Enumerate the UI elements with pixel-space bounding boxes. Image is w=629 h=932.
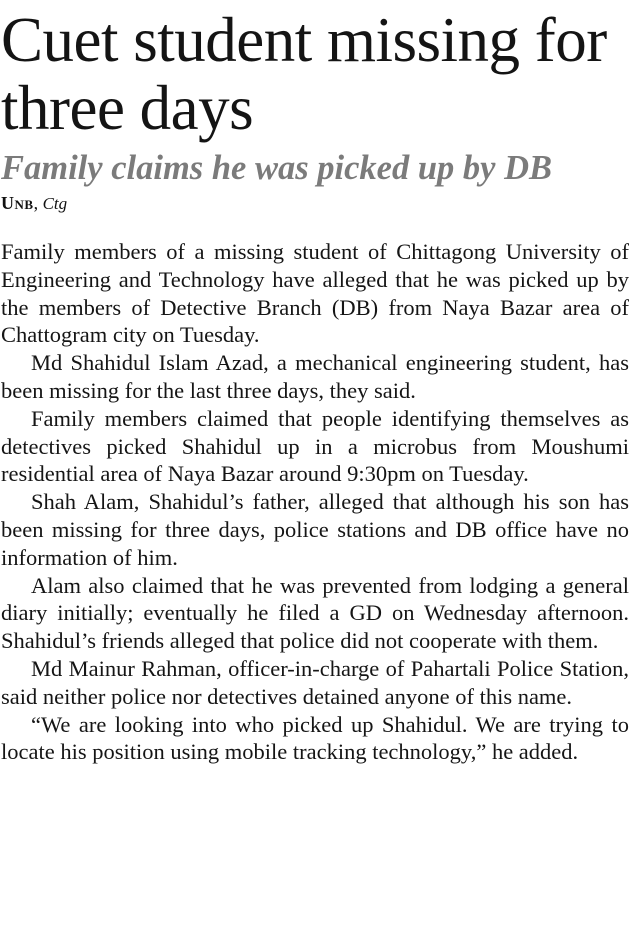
article-body bbox=[1, 238, 629, 766]
article-paragraph: Md Mainur Rahman, officer-in-charge of Pahartali Police Station, said neither police nor detectives detained anyone of this name. bbox=[1, 655, 629, 709]
article-paragraph: Family members claimed that people identifying themselves as detectives picked Shahidul up in a microbus from Moushumi residential area of Naya Bazar around 9:30pm on Tuesday. bbox=[1, 405, 629, 487]
byline-separator: , bbox=[33, 193, 43, 213]
article-paragraph: Family members of a missing student of Chittagong University of Engineering and Technology have alleged that he was picked up by the members of Detective Branch (DB) from Naya Bazar area of Chattogram city on Tuesday. bbox=[1, 239, 629, 348]
subheadline: Family claims he was picked up by DB bbox=[1, 149, 553, 187]
article-paragraph: Alam also claimed that he was prevented from lodging a general diary initially; eventually he filed a GD on Wednesday afternoon. Shahidul’s friends alleged that police did not cooperate with them. bbox=[1, 572, 629, 654]
article-paragraph: “We are looking into who picked up Shahidul. We are trying to locate his position using mobile tracking technology,” he added. bbox=[1, 711, 629, 765]
byline bbox=[1, 192, 629, 215]
byline-place: Ctg bbox=[42, 194, 68, 213]
article-paragraph: Md Shahidul Islam Azad, a mechanical engineering student, has been missing for the last three days, they said. bbox=[1, 350, 629, 403]
headline: Cuet student missing for three days bbox=[1, 5, 607, 143]
article-paragraph: Shah Alam, Shahidul’s father, alleged that although his son has been missing for three days, police stations and DB office have no information of him. bbox=[1, 489, 629, 570]
byline-agency: Unb bbox=[1, 193, 34, 213]
